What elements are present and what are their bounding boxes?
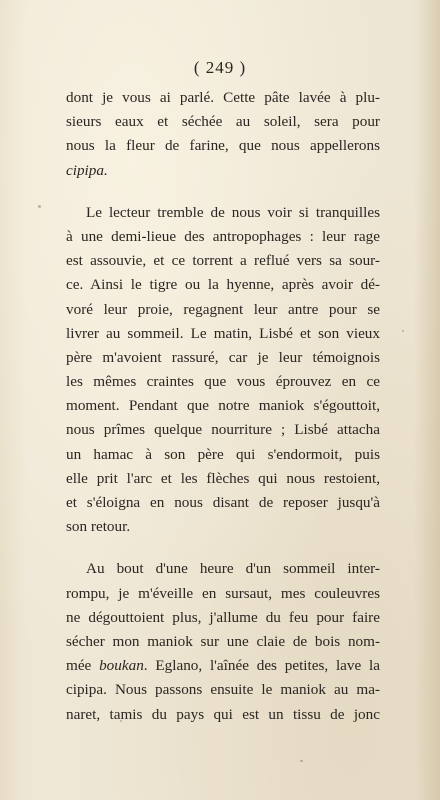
body-text: [66, 86, 380, 727]
text-line: rompu, je m'éveille en sursaut, mes couleuvres: [66, 584, 380, 602]
text-line: ce. Ainsi le tigre ou la hyenne, après avoir dé-: [66, 276, 380, 294]
paragraph-gap: [66, 539, 380, 557]
text-run: mée: [66, 657, 100, 675]
text-line: dont je vous ai parlé. Cette pâte lavée à plu-: [66, 89, 380, 106]
text-line: nous prîmes quelque nourriture ; Lisbé attacha: [66, 421, 380, 439]
paragraph-gap: [66, 183, 380, 201]
paper-speck: [120, 720, 122, 722]
paper-speck: [300, 760, 303, 762]
text-line: père m'avoient rassuré, car je leur témoignois: [66, 348, 380, 366]
paragraph-3: [66, 557, 380, 726]
text-line: est assouvie, et ce torrent a reflué vers sa sour-: [66, 252, 380, 270]
text-line: son retour.: [66, 518, 131, 536]
text-line: moment. Pendant que notre maniok s'égouttoit,: [66, 397, 380, 415]
paragraph-1: [66, 86, 380, 183]
text-line: ne dégouttoient plus, j'allume du feu pour faire: [66, 608, 380, 626]
text-line: nous la fleur de farine, que nous appellerons: [66, 137, 380, 155]
paper-speck: [38, 205, 41, 208]
text-line: et s'éloigna en nous disant de reposer jusqu'à: [66, 494, 380, 511]
text-line: cipipa. Nous passons ensuite le maniok au ma-: [66, 681, 380, 699]
text-line: sécher mon maniok sur une claie de bois nom-: [66, 632, 380, 650]
paragraph-2: [66, 201, 380, 540]
paper-speck: [402, 330, 404, 332]
text-line: livrer au sommeil. Le matin, Lisbé et son vieux: [66, 324, 380, 342]
text-line: les mêmes craintes que vous éprouvez en ce: [66, 373, 380, 391]
text-line: voré leur proie, regagnent leur antre pour se: [66, 300, 380, 318]
text-run: . Eglano, l'aînée des petites, lave la: [143, 657, 380, 675]
page-number: ( 249 ): [193, 58, 247, 77]
italic-term: boukan: [99, 657, 144, 675]
text-line: Au bout d'une heure d'un sommeil inter-: [86, 560, 380, 578]
text-line: naret, tamis du pays qui est un tissu de jonc: [66, 705, 380, 723]
text-line: à une demi-lieue des antropophages : leur rage: [66, 227, 380, 245]
text-line-italic: cipipa.: [66, 161, 108, 179]
text-line-mixed: [66, 654, 380, 678]
text-line: sieurs eaux et séchée au soleil, sera pour: [66, 113, 380, 131]
text-line: elle prit l'arc et les flèches qui nous restoient,: [66, 469, 380, 487]
text-line: Le lecteur tremble de nous voir si tranquilles: [86, 203, 380, 221]
text-line: un hamac à son père qui s'endormoit, puis: [66, 445, 380, 463]
